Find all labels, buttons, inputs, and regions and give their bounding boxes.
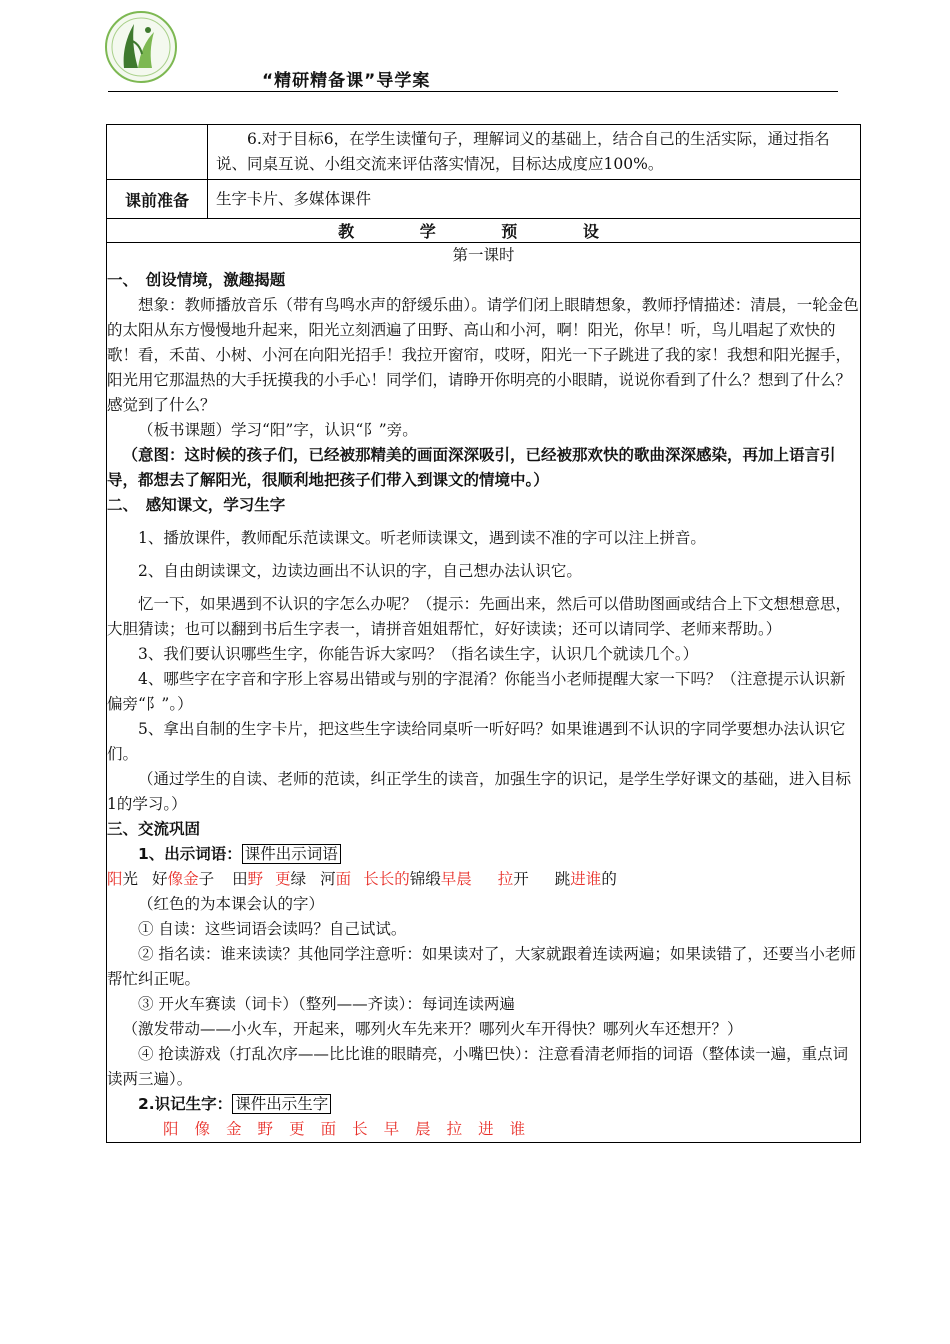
vocabulary-word <box>498 870 529 888</box>
vocabulary-word <box>232 870 248 888</box>
prep-label: 课前准备 <box>107 180 208 219</box>
vocabulary-word <box>168 870 184 888</box>
vocabulary-word-red-part: 像 <box>167 870 184 888</box>
vocabulary-word <box>183 870 214 888</box>
section2-paragraph-1: 1、播放课件，教师配乐范读课文。听老师读课文，遇到读不准的字可以注上拼音。 <box>138 529 706 547</box>
goal6-label-cell <box>107 125 208 180</box>
vocabulary-word <box>152 870 168 888</box>
header-divider <box>108 91 838 92</box>
vocabulary-word-red-part: 拉 <box>497 870 514 888</box>
new-character: 长 <box>352 1120 368 1138</box>
section3-item2 <box>107 1092 860 1117</box>
section1-paragraph-2: （板书课题）学习“阳”字，认识“阝”旁。 <box>138 421 418 439</box>
chars-courseware-box: 课件出示生字 <box>232 1094 331 1114</box>
vocabulary-word <box>586 870 617 888</box>
vocabulary-word <box>107 870 138 888</box>
section2-paragraph-6: 5、拿出自制的生字卡片，把这些生字读给同桌听一听好吗？如果谁遇到不认识的字同学要想办法认识它们。 <box>107 720 846 763</box>
section1-intent: （意图：这时候的孩子们，已经被那精美的画面深深吸引，已经被那欢快的歌曲深深感染，再加上语言引导，都想去了解阳光，很顺利地把孩子们带入到课文的情境中。） <box>107 446 836 489</box>
goal6-text: 6.对于目标6，在学生读懂句子，理解词义的基础上，结合自己的生活实际，通过指名说、同桌互说、小组交流来评估落实情况，目标达成度应100%。 <box>216 130 830 173</box>
new-character: 像 <box>194 1120 211 1138</box>
section2-paragraph-4: 3、我们要认识哪些生字，你能告诉大家吗？（指名读生字，认识几个就读几个。） <box>138 645 699 663</box>
vocabulary-word-black-part: 子 <box>198 870 215 888</box>
section2-paragraph-3: 忆一下，如果遇到不认识的字怎么办呢？（提示：先画出来，然后可以借助图画或结合上下文想想意思，大胆猜读；也可以翻到书后生字表一，请拼音姐姐帮忙，好好读读；还可以请同学、老师来帮助。） <box>107 595 852 638</box>
prep-value: 生字卡片、多媒体课件 <box>216 190 372 208</box>
vocabulary-word-red-part: 长长的 <box>363 870 410 888</box>
new-character: 拉 <box>446 1120 463 1138</box>
vocabulary-word <box>336 870 352 888</box>
section3-paragraph-3: ③ 开火车赛读（词卡）（整列——齐读）：每词连读两遍 <box>138 995 515 1013</box>
vocabulary-word-row <box>107 867 860 892</box>
section3-note: （红色的为本课会认的字） <box>138 895 325 913</box>
new-character: 面 <box>320 1120 337 1138</box>
design-heading-row <box>107 219 861 243</box>
vocabulary-word <box>555 870 571 888</box>
section1-heading: 一、 创设情境，激趣揭题 <box>107 271 286 289</box>
prep-row <box>107 180 861 219</box>
document-header-title: “精研精备课”导学案 <box>262 71 431 91</box>
goal6-cell <box>208 125 861 180</box>
section1-paragraph-1: 想象：教师播放音乐（带有鸟鸣水声的舒缓乐曲）。请学们闭上眼睛想象，教师抒情描述：清晨，一轮金色的太阳从东方慢慢地升起来，阳光立刻洒遍了田野、高山和小河，啊！阳光，你早！听，鸟儿唱起了欢快的歌！看，禾苗、小树、小河在向阳光招手！我拉开窗帘，哎呀，阳光一下子跳进了我的家！我想和阳光握手，阳光用它那温热的大手抚摸我的小手心！同学们，请睁开你明亮的小眼睛，说说你看到了什么？想到了什么？感觉到了什么？ <box>107 296 859 414</box>
lesson-title: 第一课时 <box>452 246 515 264</box>
section3-heading: 三、交流巩固 <box>107 820 201 838</box>
new-character: 早 <box>383 1120 400 1138</box>
section3-item2-label: 2.识记生字： <box>138 1095 233 1113</box>
goal6-row <box>107 125 861 180</box>
vocabulary-word-black-part: 绿 <box>290 870 307 888</box>
section3-paragraph-2: ② 指名读：谁来读读？其他同学注意听：如果读对了，大家就跟着连读两遍；如果读错了，还要当小老师帮忙纠正呢。 <box>107 945 856 988</box>
vocabulary-word-red-part: 阳 <box>107 870 123 888</box>
new-characters-row <box>107 1117 860 1142</box>
vocabulary-word-black-part: 开 <box>513 870 529 888</box>
vocabulary-word-black-part: 田 <box>232 870 248 888</box>
lesson-body-row <box>107 243 861 1143</box>
new-character: 谁 <box>509 1120 526 1138</box>
section2-paragraph-2: 2、自由朗读课文，边读边画出不认识的字，自己想办法认识它。 <box>138 562 582 580</box>
vocabulary-word-black-part: 光 <box>122 870 139 888</box>
design-heading: 教 学 预 设 <box>107 219 861 243</box>
vocabulary-word-red-part: 早晨 <box>440 870 472 888</box>
vocabulary-word-red-part: 更 <box>275 870 291 888</box>
new-character: 野 <box>257 1120 274 1138</box>
vocabulary-word-red-part: 金 <box>183 870 199 888</box>
vocabulary-word <box>441 870 472 888</box>
words-courseware-box: 课件出示词语 <box>242 844 341 864</box>
new-character: 金 <box>226 1120 242 1138</box>
vocabulary-word <box>275 870 306 888</box>
new-character: 阳 <box>163 1120 179 1138</box>
new-character: 更 <box>289 1120 305 1138</box>
section2-heading: 二、 感知课文，学习生字 <box>107 496 286 514</box>
vocabulary-word-red-part: 谁 <box>585 870 602 888</box>
vocabulary-word-black-part: 河 <box>320 870 336 888</box>
new-character: 晨 <box>415 1120 431 1138</box>
vocabulary-word-black-part: 锦缎 <box>409 870 441 888</box>
section3-paragraph-1: ① 自读：这些词语会读吗？自己试试。 <box>138 920 407 938</box>
vocabulary-word-red-part: 面 <box>335 870 352 888</box>
section3-item1 <box>107 842 860 867</box>
school-logo-icon <box>104 10 178 84</box>
vocabulary-word <box>320 870 336 888</box>
section3-paragraph-4: （激发带动——小火车，开起来，哪列火车先来开？哪列火车开得快？哪列火车还想开？） <box>122 1020 743 1038</box>
lesson-plan-table <box>106 124 861 1143</box>
vocabulary-word-black-part: 跳 <box>554 870 571 888</box>
section3-item1-label: 1、出示词语： <box>138 845 242 863</box>
section2-paragraph-7: （通过学生的自读、老师的范读，纠正学生的读音，加强生字的识记，是学生学好课文的基础，进入目标1的学习。） <box>107 770 852 813</box>
section3-paragraph-5: ④ 抢读游戏（打乱次序——比比谁的眼睛亮，小嘴巴快）：注意看清老师指的词语（整体读一遍，重点词读两三遍）。 <box>107 1045 849 1088</box>
vocabulary-word-black-part: 好 <box>152 870 168 888</box>
vocabulary-word <box>570 870 586 888</box>
prep-cell <box>208 180 861 219</box>
new-character: 进 <box>478 1120 494 1138</box>
vocabulary-word-black-part: 的 <box>601 870 617 888</box>
lesson-body <box>107 243 861 1143</box>
vocabulary-word-red-part: 野 <box>247 870 264 888</box>
vocabulary-word <box>248 870 264 888</box>
vocabulary-word <box>363 870 441 888</box>
section2-paragraph-5: 4、哪些字在字音和字形上容易出错或与别的字混淆？你能当小老师提醒大家一下吗？（注意提示认识新偏旁“阝”。） <box>107 670 846 713</box>
vocabulary-word-red-part: 进 <box>570 870 586 888</box>
